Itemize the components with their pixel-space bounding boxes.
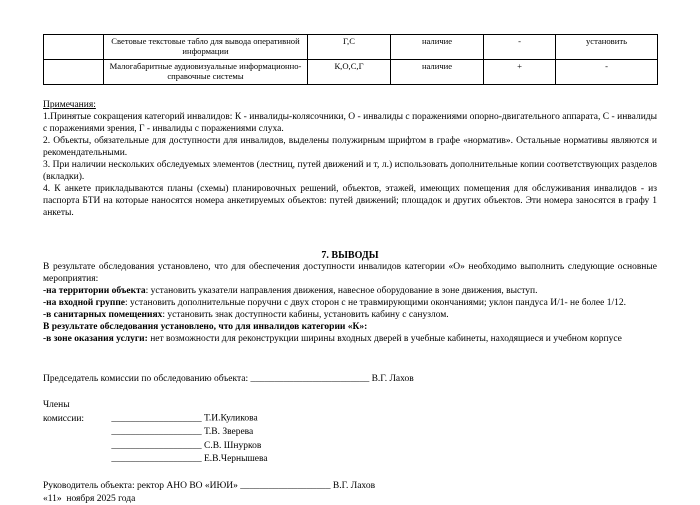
note-item: 4. К анкете прикладываются планы (схемы) планировочных решений, объектов, этажей, имеющих помещения для обслуживания инвалидов - из паспорта БТИ на которые наносятся номера анкетируемых объектов: путей движений; площадок и других объектов. Эти номера заносятся в графу 1 анкеты. — [43, 183, 657, 218]
document-date: «11» ноября 2025 года — [43, 494, 136, 505]
cell-action: - — [556, 59, 658, 84]
conclusion-item-lead: -в санитарных помещениях — [43, 309, 163, 320]
cell-action: установить — [556, 35, 658, 60]
commission-member-row — [43, 440, 657, 454]
conclusion-item-lead: -в зоне оказания услуги: — [43, 333, 148, 344]
conclusions-section — [43, 261, 657, 345]
conclusions-heading: 7. ВЫВОДЫ — [321, 249, 379, 261]
conclusion-item — [43, 333, 657, 345]
notes-section — [43, 99, 657, 219]
note-item: 1.Принятые сокращения категорий инвалидов: К - инвалиды-колясочники, О - инвалиды с поражениями опорно-двигательного аппарата, С - инвалиды с поражениями зрения, Г - инвалиды с поражениями слуха. — [43, 111, 657, 134]
cell-number — [44, 35, 104, 60]
conclusion-item — [43, 309, 657, 321]
signature-blank: ___________________ — [111, 413, 202, 424]
chairman-name: В.Г. Лахов — [371, 373, 414, 384]
cell-categories: К,О,С,Г — [308, 59, 391, 84]
chairman-signature-row — [43, 373, 657, 387]
facility-head-name: В.Г. Лахов — [332, 480, 376, 491]
member-name: Е.В.Чернышева — [204, 454, 268, 465]
member-name: Т.И.Куликова — [204, 413, 258, 424]
members-label: Члены комиссии: — [43, 400, 85, 424]
conclusion-item — [43, 297, 657, 309]
cell-norm: наличие — [391, 35, 484, 60]
conclusion-item-lead: -на входной группе — [43, 297, 126, 308]
conclusion-item-text: : установить указатели направления движения, навесное оборудование в зоне движения, выступ. — [145, 285, 538, 296]
table-row — [44, 35, 658, 60]
signatures-section — [43, 373, 657, 505]
facility-head-signature-row — [43, 480, 657, 494]
notes-title: Примечания: — [43, 99, 96, 110]
cell-number — [44, 59, 104, 84]
cell-norm: наличие — [391, 59, 484, 84]
note-item: 2. Объекты, обязательные для доступности для инвалидов, выделены полужирным шрифтом в графе «норматив». Остальные нормативы являются и рекомендательными. — [43, 135, 657, 158]
accessibility-equipment-table — [43, 34, 658, 85]
signature-blank: ___________________ — [240, 480, 331, 491]
signature-blank: _________________________ — [250, 373, 370, 384]
category-k-heading: В результате обследования установлено, что для инвалидов категории «К»: — [43, 321, 368, 332]
note-item: 3. При наличии нескольких обследуемых элементов (лестниц, путей движений и т, л.) использовать дополнительные копии соответствующих разделов (вкладки). — [43, 159, 657, 182]
table-row — [44, 59, 658, 84]
conclusion-item-text: нет возможности для реконструкции ширины входных дверей в учебные кабинеты, находящиеся и учебном корпусе — [147, 333, 622, 344]
cell-availability: - — [484, 35, 556, 60]
conclusion-item — [43, 285, 657, 297]
chairman-label: Председатель комиссии по обследованию объекта: — [43, 373, 249, 384]
commission-member-row — [43, 453, 657, 467]
signature-blank: ___________________ — [111, 454, 202, 465]
member-name: С.В. Шнурков — [204, 440, 262, 451]
conclusion-item-text: : установить знак доступности кабины, установить кабину с санузлом. — [162, 309, 449, 320]
signature-blank: ___________________ — [111, 427, 202, 438]
conclusion-item-text: : установить дополнительные поручни с двух сторон с не травмирующими окончаниями; уклон пандуса И/1- не более 1/12. — [125, 297, 626, 308]
cell-equipment-name: Малогабаритные аудиовизуальные информационно-справочные системы — [104, 59, 308, 84]
member-name: Т.В. Зверева — [204, 427, 254, 438]
conclusions-intro: В результате обследования установлено, что для обеспечения доступности инвалидов категории «О» необходимо выполнить следующие основные мероприятия: — [43, 261, 657, 284]
cell-equipment-name: Световые текстовые табло для вывода оперативной информации — [104, 35, 308, 60]
cell-categories: Г,С — [308, 35, 391, 60]
commission-member-row — [43, 426, 657, 440]
conclusion-item-lead: -на территории объекта — [43, 285, 146, 296]
commission-members-block — [43, 399, 657, 467]
commission-member-row — [43, 399, 657, 426]
signature-blank: ___________________ — [111, 440, 202, 451]
facility-head-label: Руководитель объекта: ректор АНО ВО «ИЮИ» — [43, 480, 238, 491]
cell-availability: + — [484, 59, 556, 84]
